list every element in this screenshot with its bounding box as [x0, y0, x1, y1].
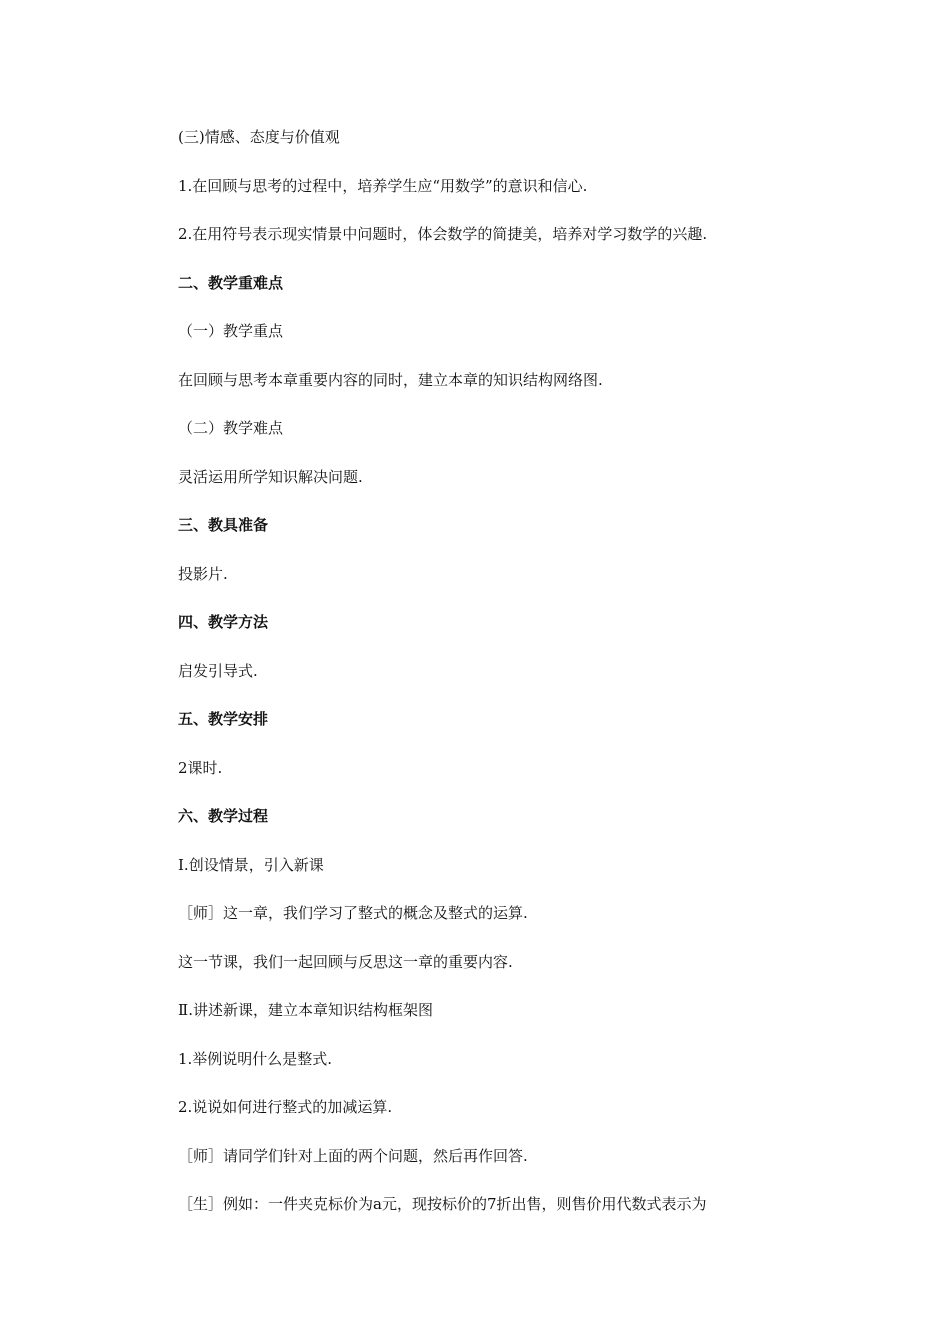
doc-line-17: 这一节课，我们一起回顾与反思这一章的重要内容.	[178, 952, 513, 971]
doc-line-21: ［师］请同学们针对上面的两个问题，然后再作回答.	[178, 1146, 528, 1165]
doc-line-4: （一）教学重点	[178, 322, 284, 340]
doc-line-15: Ⅰ.创设情景，引入新课	[178, 855, 324, 874]
doc-line-13: 2课时.	[178, 758, 223, 777]
doc-line-7: 灵活运用所学知识解决问题.	[178, 467, 363, 486]
doc-line-18: Ⅱ.讲述新课，建立本章知识结构框架图	[178, 1001, 433, 1019]
doc-line-5: 在回顾与思考本章重要内容的同时，建立本章的知识结构网络图.	[178, 370, 603, 389]
doc-line-22: ［生］例如：一件夹克标价为a元，现按标价的7折出售，则售价用代数式表示为	[178, 1195, 707, 1213]
doc-line-9: 投影片.	[178, 564, 228, 583]
section-heading-teaching-methods: 四、教学方法	[178, 613, 269, 631]
doc-line-11: 启发引导式.	[178, 661, 258, 680]
section-heading-teaching-aids: 三、教具准备	[178, 516, 269, 534]
doc-line-1: 1.在回顾与思考的过程中，培养学生应“用数学”的意识和信心.	[178, 176, 588, 195]
doc-line-20: 2.说说如何进行整式的加减运算.	[178, 1098, 393, 1116]
section-heading-teaching-process: 六、教学过程	[178, 807, 269, 825]
section-heading-teaching-schedule: 五、教学安排	[178, 710, 269, 728]
doc-line-6: （二）教学难点	[178, 419, 284, 437]
doc-line-16: ［师］这一章，我们学习了整式的概念及整式的运算.	[178, 904, 528, 922]
doc-line-19: 1.举例说明什么是整式.	[178, 1049, 333, 1068]
document-page	[178, 124, 818, 1240]
section-heading-teaching-key-points: 二、教学重难点	[178, 273, 284, 292]
doc-line-2: 2.在用符号表示现实情景中问题时，体会数学的简捷美，培养对学习数学的兴趣.	[178, 225, 708, 243]
doc-line-0: (三)情感、态度与价值观	[178, 128, 340, 146]
